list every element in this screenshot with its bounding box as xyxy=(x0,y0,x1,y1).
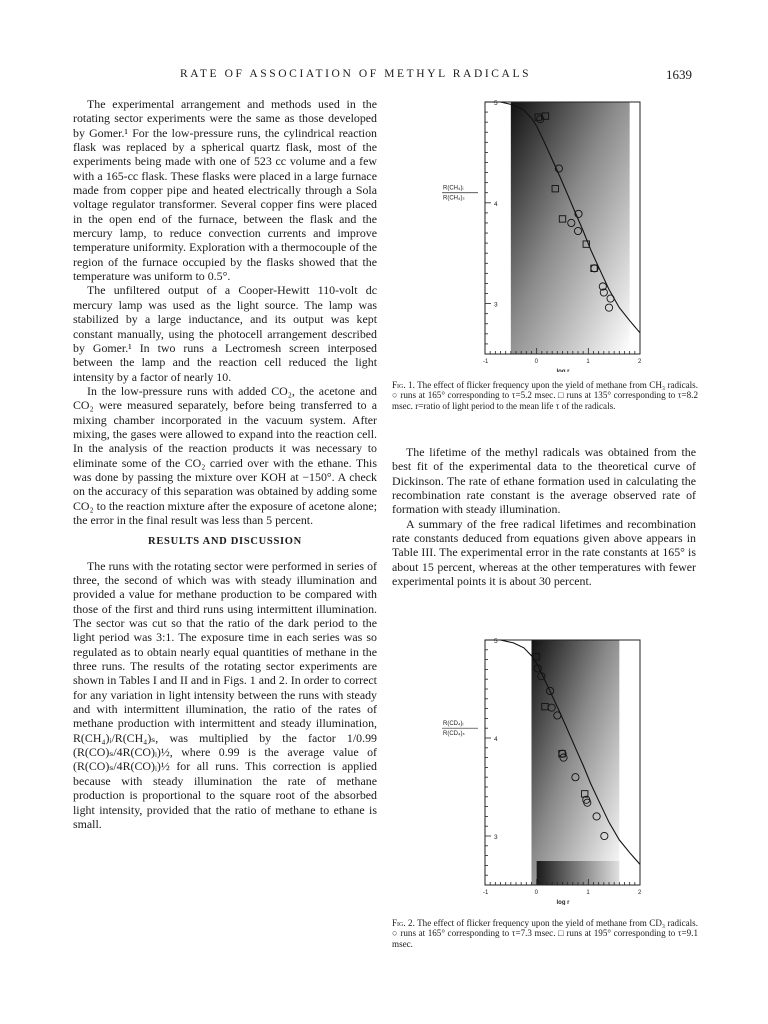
figure-1-caption xyxy=(392,380,698,411)
x-axis-label: log r xyxy=(556,900,570,905)
shaded-band xyxy=(537,861,620,885)
figure-1 xyxy=(390,92,710,372)
x-tick-label: 2 xyxy=(638,890,642,896)
y-axis-label-denominator: R(CD₄)ₛ xyxy=(443,731,465,738)
y-axis-label-denominator: R(CH₄)ₛ xyxy=(443,195,465,202)
page-number: 1639 xyxy=(666,67,692,82)
y-tick-label: 3 xyxy=(494,834,498,841)
paragraph: The experimental arrangement and methods used in the rotating sector experiments were the same as those developed by Gomer.¹ For the low-pressure runs, the cylindrical reaction flask was replaced by a spherical quartz flask, most of the experiments being made with one of 523 cc volume and a few with a 165-cc flask. These flasks were placed in a large furnace made from copper pipe and heated electrically through a Sola voltage regulator transformer. Several copper fins were placed in the open end of the furnace, between the flask and the mercury lamp, to reduce convection currents and improve temperature uniformity. Exploration with a thermocouple of the region of the furnace occupied by the flasks showed that the temperature was uniform to 0.5°. xyxy=(73,97,377,284)
y-axis-label-numerator: R(CH₄)ᵢ xyxy=(443,185,464,192)
y-tick-label: 3 xyxy=(494,301,498,309)
figure-2 xyxy=(390,630,710,905)
y-tick-label: 4 xyxy=(494,736,498,743)
figure-2-caption xyxy=(392,918,698,949)
paragraph: The runs with the rotating sector were performed in series of three, the second of which was with steady illumination and provided a value for methane production to be compared with those of the first and third runs using intermittent illumination. The sector was cut so that the ratio of the dark period to the light period was 3:1. The exposure time in each series was so regulated as to obtain nearly equal quantities of methane in the three runs. The results of the rotating sector experiments are shown in Tables I and II and in Figs. 1 and 2. In order to correct for any variation in light intensity between the runs with steady and with intermittent illumination, the ratio of the rates of methane production with intermittent and steady illumination, R(CH₄)ᵢ/R(CH₄)ₛ, was multiplied by the factor 1/0.99 (R(CO)ₛ/4R(CO)ᵢ)½, where 0.99 is the average value of (R(CO)ₛ/4R(CO)ᵢ)½ for all runs. This correction is applied because with steady illumination the rate of methane production is proportional to the square root of the absorbed light intensity, provided that the ratio of methane to ethane is small. xyxy=(73,558,377,831)
x-axis-label: log r xyxy=(556,369,570,372)
y-axis-label-numerator: R(CD₄)ᵢ xyxy=(443,721,464,728)
x-tick-label: 0 xyxy=(534,890,539,896)
x-tick-label: 0 xyxy=(534,359,539,365)
figure-1-caption-text: The effect of flicker frequency upon the yield of methane from CH₃ radicals. ○ runs at 165° corresponding to τ=5.2 msec. □ runs at 135° corresponding to τ=8.2 msec. r=ratio of light period to the mean life τ of the radicals. xyxy=(392,380,698,411)
x-tick-label: 1 xyxy=(586,890,590,896)
figure-2-caption-text: The effect of flicker frequency upon the yield of methane from CD₃ radicals. ○ runs at 165° corresponding to τ=7.3 msec. □ runs at 195° corresponding to τ=9.1 msec. xyxy=(392,918,698,949)
running-head-title: RATE OF ASSOCIATION OF METHYL RADICALS xyxy=(180,68,532,80)
paragraph: The lifetime of the methyl radicals was obtained from the best fit of the experimental data to the theoretical curve of Dickinson. The rate of ethane formation used in calculating the recombination rate constant is the average observed rate of formation with steady illumination. xyxy=(392,445,696,517)
paragraph: A summary of the free radical lifetimes and recombination rate constants deduced from equations given above appears in Table III. The experimental error in the rate constants at 165° is about 15 percent, whereas at the other temperatures with fewer experimental points it is about 30 percent. xyxy=(392,516,696,589)
shaded-region xyxy=(511,102,630,354)
y-tick-label: 4 xyxy=(494,200,498,208)
paragraph: The unfiltered output of a Cooper-Hewitt 110-volt dc mercury lamp was used as the light source. The lamp was stabilized by a large inductance, and its output was kept constant manually, using the photocell arrangement described by Gomer.¹ In two runs a Lectromesh screen interposed between the lamp and the reaction cell reduced the light intensity by a factor of nearly 10. xyxy=(73,283,377,384)
y-tick-label: 5 xyxy=(494,638,498,645)
figure-2-label: Fig. 2. xyxy=(392,918,415,928)
paragraph: In the low-pressure runs with added CO₂, the acetone and CO₂ were measured separately, before being transferred to a mixing chamber incorporated in the vacuum system. After mixing, the gases were allowed to expand into the reaction cell. In the analysis of the reaction products it was necessary to eliminate some of the CO₂ carried over with the ethane. This was done by passing the mixture over KOH at −150°. A check on the accuracy of this separation was obtained by adding some CO₂ to the reaction mixture after the exposure of acetone alone; the error in the final result was less than 5 percent. xyxy=(73,383,377,527)
figure-1-label: Fig. 1. xyxy=(392,380,415,390)
figure-1-plot xyxy=(390,92,710,372)
section-heading: RESULTS AND DISCUSSION xyxy=(148,536,302,548)
left-column xyxy=(73,97,377,831)
right-column xyxy=(392,445,696,588)
y-tick-label: 5 xyxy=(494,100,498,107)
x-tick-label: -1 xyxy=(483,890,489,896)
running-head xyxy=(0,68,768,86)
x-tick-label: 1 xyxy=(586,359,590,365)
figure-2-plot xyxy=(390,630,710,905)
x-tick-label: -1 xyxy=(483,359,489,365)
x-tick-label: 2 xyxy=(638,359,642,365)
